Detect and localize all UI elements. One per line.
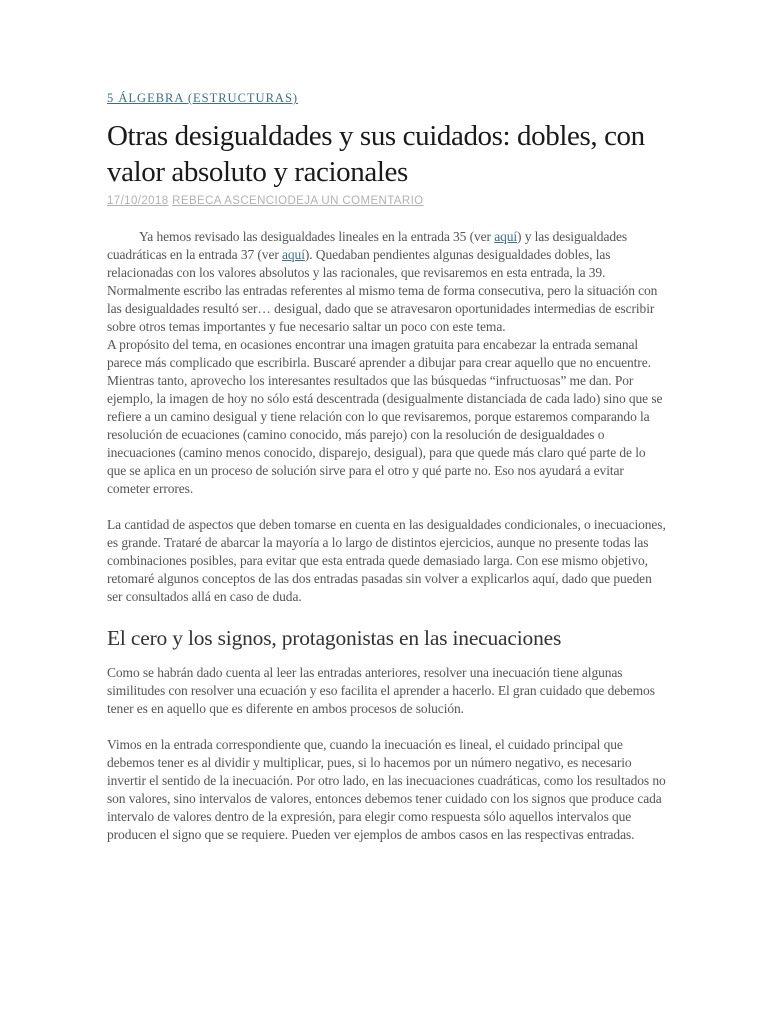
- paragraph-intro: [107, 228, 667, 336]
- entry-37-link[interactable]: aquí: [282, 247, 305, 262]
- paragraph-similarities: Como se habrán dado cuenta al leer las entradas anteriores, resolver una inecuación tiene algunas similitudes con resolver una ecuación y eso facilita el aprender a hacerlo. El gran cuidado que debemos tener es en aquello que es diferente en ambos procesos de solución.: [107, 665, 655, 716]
- post-title: Otras desigualdades y sus cuidados: dobles, con valor absoluto y racionales: [107, 120, 645, 188]
- intro-text-3: ). Quedaban pendientes algunas desigualdades dobles, las relacionadas con los valores absolutos y las racionales, que revisaremos en esta entrada, la 39. Normalmente escribo las entradas referentes al mismo tema de forma consecutiva, pero la situación con las desigualdades resultó ser… desigual, dado que se atravesaron oportunidades intermedias de escribir sobre otros temas importantes y fue necesario saltar un poco con este tema.: [107, 247, 658, 334]
- post-date-link[interactable]: 17/10/2018: [107, 195, 169, 207]
- paragraph-image-note: A propósito del tema, en ocasiones encontrar una imagen gratuita para encabezar la entrada semanal parece más complicado que escribirla. Buscaré aprender a dibujar para crear aquello que no encuentre. Mientras tanto, aprovecho los interesantes resultados que las búsquedas “infructuosas” me dan. Por ejemplo, la imagen de hoy no sólo está descentrada (desigualmente distanciada de cada lado) sino que se refiere a un camino desigual y tiene relación con lo que revisaremos, porque estaremos comparando la resolución de ecuaciones (camino conocido, más parejo) con la resolución de desigualdades o inecuaciones (camino menos conocido, disparejo, desigual), para que quede más claro qué parte de lo que se aplica en un proceso de solución sirve para el otro y qué parte no. Eso nos ayudará a evitar cometer errores.: [107, 337, 663, 496]
- paragraph-linear-quadratic: Vimos en la entrada correspondiente que, cuando la inecuación es lineal, el cuidado principal que debemos tener es al dividir y multiplicar, pues, si lo hacemos por un número negativo, es necesario invertir el sentido de la inecuación. Por otro lado, en las inecuaciones cuadráticas, como los resultados no son valores, sino intervalos de valores, entonces debemos tener cuidado con los signos que produce cada intervalo de valores dentro de la expresión, para elegir como respuesta sólo aquellos intervalos que producen el signo que se requiere. Pueden ver ejemplos de ambos casos en las respectivas entradas.: [107, 737, 666, 842]
- paragraph-aspects: La cantidad de aspectos que deben tomarse en cuenta en las desigualdades condicionales, o inecuaciones, es grande. Trataré de abarcar la mayoría a lo largo de distintos ejercicios, aunque no presente todas las combinaciones posibles, para evitar que esta entrada quede demasiado larga. Con ese mismo objetivo, retomaré algunos conceptos de las dos entradas pasadas sin volver a explicarlos aquí, dado que pueden ser consultados allá en caso de duda.: [107, 517, 666, 604]
- blog-post: [107, 86, 667, 844]
- comment-link[interactable]: DEJA UN COMENTARIO: [287, 195, 424, 207]
- category-link[interactable]: 5 ÁLGEBRA (ESTRUCTURAS): [107, 91, 299, 105]
- intro-text-1: Ya hemos revisado las desigualdades lineales en la entrada 35 (ver: [139, 229, 495, 244]
- section-heading: El cero y los signos, protagonistas en las inecuaciones: [107, 626, 562, 650]
- author-link[interactable]: REBECA ASCENCIO: [172, 195, 288, 207]
- post-meta: [107, 195, 667, 207]
- entry-35-link[interactable]: aquí: [494, 229, 518, 244]
- intro-text-2: ) y las desigualdades cuadráticas en la entrada 37 (ver: [107, 229, 628, 262]
